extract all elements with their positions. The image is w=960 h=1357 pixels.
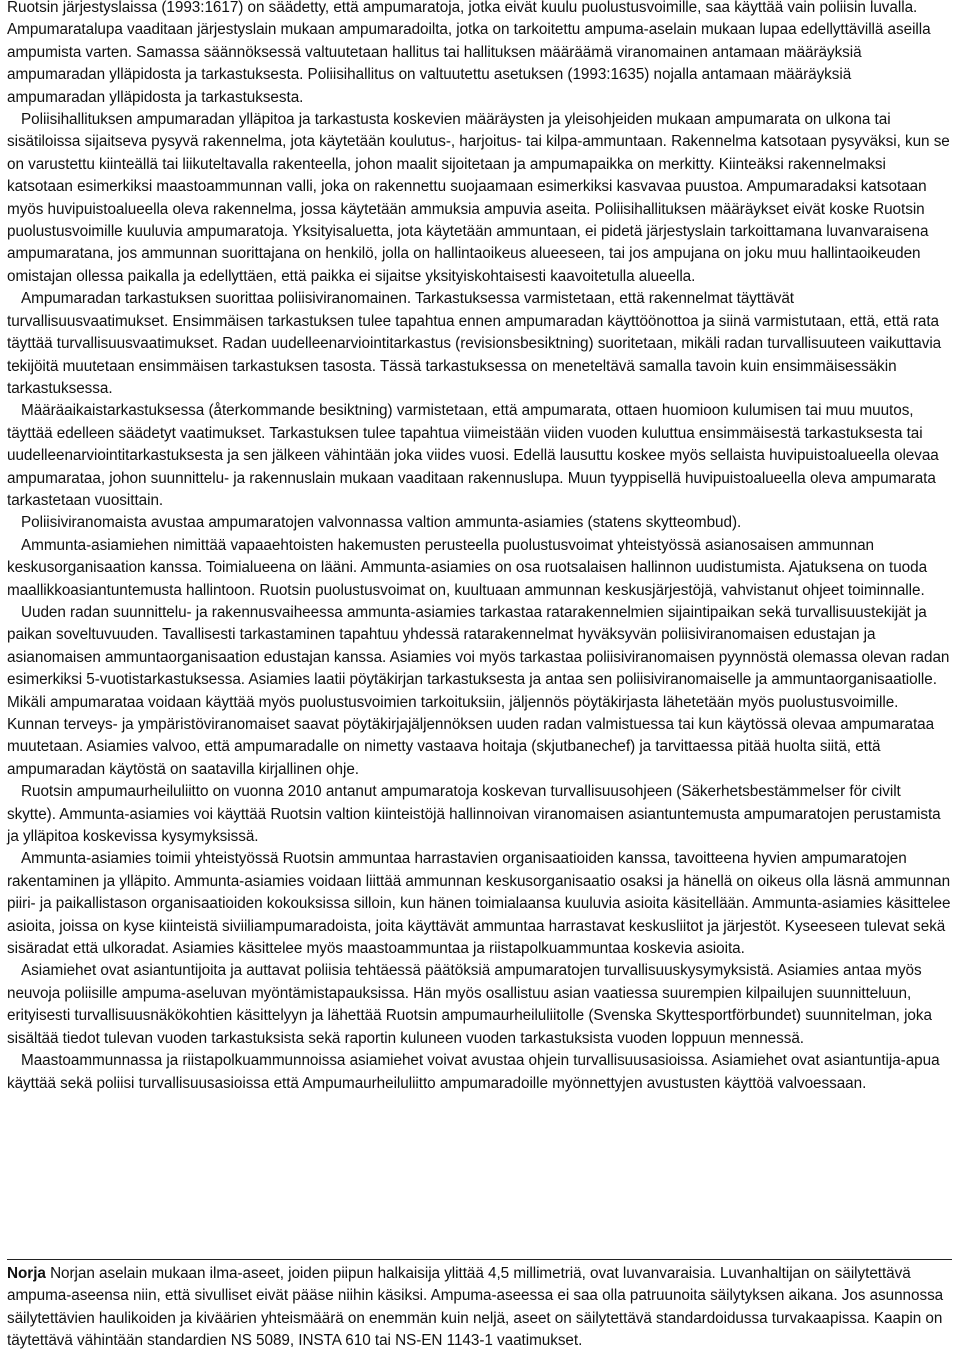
- paragraph-inspection: Ampumaradan tarkastuksen suorittaa poliisiviranomainen. Tarkastuksessa varmistetaan, että rakennelmat täyttävät turvallisuusvaatimukset. Ensimmäisen tarkastuksen tulee tapahtua ennen ampumaradan käyttöönottoa ja siinä varmistutaan, että, että rata täyttää turvallisuusvaatimukset. Radan uudelleenarviointitarkastus (revisionsbesiktning) suoritetaan, mikäli radan turvallisuuteen vaikuttavia tekijöitä muutetaan ensimmäisen tarkastuksen tasosta. Tässä tarkastuksessa on meneteltävä samalla tavoin kuin ensimmäisessäkin tarkastuksessa.: [7, 290, 942, 397]
- norway-section: [7, 1263, 953, 1353]
- paragraph-new-range-planning: Uuden radan suunnittelu- ja rakennusvaiheessa ammunta-asiamies tarkastaa ratarakennelmien sijaintipaikan sekä turvallisuustekijät ja paikan soveltuvuuden. Tavallisesti tarkastaminen tapahtuu yhdessä ratarakennelmat hyväksyvän poliisiviranomaisen edustajan ja asianomaisen ammuntaorganisaation edustajan kanssa. Asiamies voi myös tarkastaa poliisiviranomaisen pyynnöstä olemassa olevan radan esimerkiksi 5-vuotistarkastuksessa. Asiamies laatii pöytäkirjan tarkastuksesta ja antaa sen poliisiviranomaiselle ja ammuntaorganisaatiolle. Mikäli ampumarataa voidaan käyttää myös puolustusvoimien tarkoituksiin, jäljennös pöytäkirjasta lähetetään myös puolustusvoimille. Kunnan terveys- ja ympäristöviranomaiset saavat pöytäkirjajäljennöksen uuden radan valmistuessa tai kun käytössä olevaa ampumarataa muutetaan. Asiamies valvoo, että ampumaradalle on nimetty vastaava hoitaja (skjutbanechef) ja tarvittaessa pitää huolta siitä, että ampumaradan käytöstä on saatavilla kirjallinen ohje.: [7, 603, 950, 778]
- paragraph-safety-rules: Ruotsin ampumaurheiluliitto on vuonna 2010 antanut ampumaratoja koskevan turvallisuusohjeen (Säkerhetsbestämmelser för civilt skytte). Ammunta-asiamies voi käyttää Ruotsin valtion kiinteistöjä hallinnoivan viranomaisen asiantuntemusta ampumaratojen perustamista ja ylläpitoa koskevissa kysymyksissä.: [7, 783, 941, 846]
- norway-text: Norjan aselain mukaan ilma-aseet, joiden piipun halkaisija ylittää 4,5 millimetriä, ovat luvanvaraisia. Luvanhaltijan on säilytettävä ampuma-aseensa niin, että sivulliset eivät pääse niihin käsiksi. Ampuma-aseessa ei saa olla patruunoita säilytyksen aikana. Jos asunnossa säilytettävien haulikoiden ja kiväärien yhteismäärä on enemmän kuin neljä, aseet on säilytettävä standardoidussa turvakaapissa. Kaapin on täytettävä vähintään standardien NS 5089, INSTA 610 tai NS-EN 1143-1 vaatimukset.: [7, 1265, 944, 1350]
- paragraph-field-shooting: Maastoammunnassa ja riistapolkuammunnoissa asiamiehet voivat avustaa ohjein turvallisuusasioissa. Asiamiehet ovat asiantuntija-apua käyttää sekä poliisi turvallisuusasioissa että Ampumaurheiluliitto ampumaradoille myönnettyjen avustusten käyttöä valvoessaan.: [7, 1052, 940, 1092]
- section-divider: [7, 1259, 952, 1260]
- paragraph-ombudsman-expertise: Asiamiehet ovat asiantuntijoita ja auttavat poliisia tehtäessä päätöksiä ampumaratojen turvallisuuskysymyksistä. Asiamies antaa myös neuvoja poliisille ampuma-aseluvan myöntämistapauksissa. Hän myös osallistuu asian vaatiessa suurempien kilpailujen suunnitteluun, erityisesti turvallisuusnäkökohtien käsittelyyn ja lähettää Ruotsin ampumaurheiluliitolle (Svenska Skyttesportförbundet) suunnitelman, joka sisältää tiedot tulevan vuoden tarkastuksista sekä raportin kuluneen vuoden tarkastuksista vuoden loppuun mennessä.: [7, 962, 932, 1047]
- paragraph-periodic-inspection: Määräaikaistarkastuksessa (återkommande besiktning) varmistetaan, että ampumarata, ottaen huomioon kulumisen tai muu muutos, täyttää edelleen säädetyt vaatimukset. Tarkastuksen tulee tapahtua viimeistään viiden vuoden kuluttua ensimmäisestä tarkastuksesta tai uudelleenarviointitarkastuksesta ja sen jälkeen vähintään joka viides vuosi. Edellä lausuttu koskee myös sellaista huvipuistoalueella olevaa ampumarataa, johon suunnittelu- ja rakennuslain mukaan vaaditaan rakennuslupa. Muun tyyppisellä huvipuistoalueella oleva ampumarata tarkastetaan vuosittain.: [7, 402, 939, 509]
- paragraph-range-definition: Poliisihallituksen ampumaradan ylläpitoa ja tarkastusta koskevien määräysten ja yleisohjeiden mukaan ampumarata on ulkona tai sisätiloissa sijaitseva pysyvä rakennelma, jota käytetään koulutus-, harjoitus- tai kilpa-ammuntaan. Rakennelma katsotaan pysyväksi, kun se on varustettu kiinteällä tai liikuteltavalla rakenteella, johon maalit sijoitetaan ja ampumapaikka on merkitty. Kiinteäksi rakennelmaksi katsotaan esimerkiksi maastoammunnan valli, joka on rakennettu suojaamaan esimerkiksi kasvavaa puustoa. Ampumaradaksi katsotaan myös huvipuistoalueella oleva rakennelma, jossa käytetään ammuksia ampuvia aseita. Poliisihallituksen määräykset eivät koske Ruotsin puolustusvoimille kuuluvia ampumaratoja. Yksityisaluetta, jota käytetään ammuntaan, ei pidetä järjestyslain tarkoittamana luvanvaraisena ampumaratana, jos ammunnan suorittajana on henkilö, jolla on hallintaoikeus alueeseen, tai jos ampujana on joku muu hallintaoikeuden omistajan ollessa paikalla ja edellyttäen, että paikka ei sijaitse yksityiskohtaisesti kaavoitetulla alueella.: [7, 111, 950, 285]
- paragraph-cooperation: Ammunta-asiamies toimii yhteistyössä Ruotsin ammuntaa harrastavien organisaatioiden kanssa, tavoitteena hyvien ampumaratojen rakentaminen ja ylläpito. Ammunta-asiamies voidaan liittää ammunnan keskusorganisaatio osaksi ja hänellä on oikeus olla läsnä ammunnan piiri- ja paikallistason organisaatioiden kokouksissa silloin, kun hänen toimialaansa kuuluvia asioita käsitellään. Ammunta-asiamies käsittelee asioita, joissa on kyse kiinteistä siviiliampumaradoista, joita käyttävät ammuntaa harrastavat keskusliitot ja järjestöt. Kyseeseen tulevat sekä sisäradat että ulkoradat. Asiamies käsittelee myös maastoammuntaa ja riistapolkuammuntaa koskevia asioita.: [7, 850, 951, 958]
- paragraph-shooting-range-permit: Ruotsin järjestyslaissa (1993:1617) on säädetty, että ampumaratoja, jotka eivät kuulu puolustusvoimille, saa käyttää vain poliisin luvalla. Ampumaratalupa vaaditaan järjestyslain mukaan ampumaradoilta, jotka on tarkoitettu ampuma-aselain mukaan lupaa edellyttävillä aseilla ampumista varten. Samassa säännöksessä valtuutetaan hallitus tai hallituksen määräämä viranomainen antamaan määräyksiä ampumaradan ylläpidosta ja tarkastuksesta. Poliisihallitus on valtuutettu asetuksen (1993:1635) nojalla antamaan määräyksiä ampumaradan ylläpidosta ja tarkastuksesta.: [7, 0, 931, 106]
- paragraph-shooting-ombudsman: Poliisiviranomaista avustaa ampumaratojen valvonnassa valtion ammunta-asiamies (statens skytteombud).: [21, 514, 742, 532]
- document-body: [7, 0, 953, 1095]
- country-heading: Norja: [7, 1265, 51, 1282]
- paragraph-ombudsman-appointment: Ammunta-asiamiehen nimittää vapaaehtoisten hakemusten perusteella puolustusvoimat yhteistyössä asianosaisen ammunnan keskusorganisaation kanssa. Toimialueena on lääni. Ammunta-asiamies on osa ruotsalaisen hallinnon uudistumista. Ajatuksena on tuoda maallikkoasiantuntemusta hallintoon. Ruotsin puolustusvoimat on, kuultuaan ammunnan keskusjärjestöjä, vahvistanut ohjeet toiminnalle.: [7, 536, 928, 599]
